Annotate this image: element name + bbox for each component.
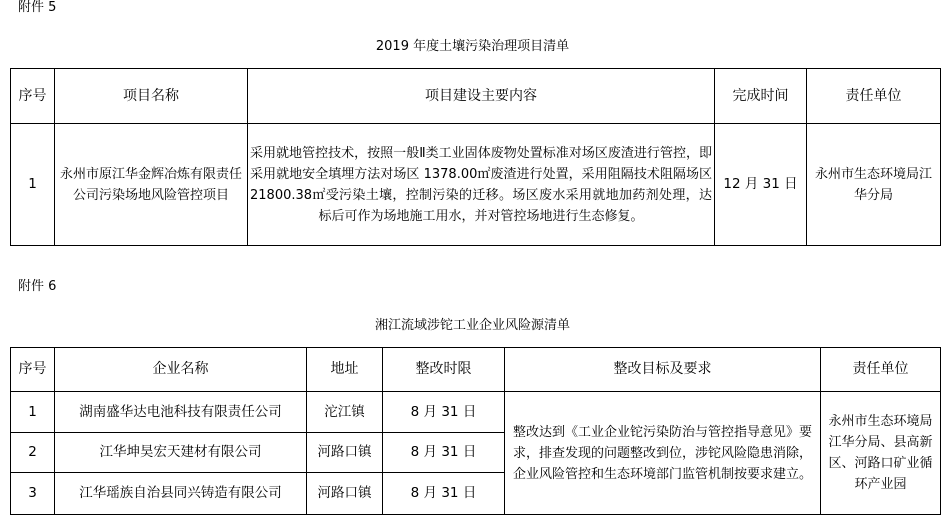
project-content: 采用就地管控技术，按照一般Ⅱ类工业固体废物处置标准对场区废渣进行管控，即采用就地安全填埋方法对场区 1378.00㎡废渣进行处置，采用阻隔技术阻隔场区 21800.38㎡受污染土壤，控制污染的迁移。场区废水采用就地加药剂处理，达标后可作为场地施工用水，并对管控场地进行生态修复。 <box>248 124 715 246</box>
table-row <box>11 392 941 433</box>
completion-time: 12 月 31 日 <box>715 124 807 246</box>
header-company-name: 企业名称 <box>55 348 307 392</box>
annex-5-label: 附件 5 <box>18 0 57 15</box>
row-index: 1 <box>11 124 55 246</box>
annex-5-title: 2019 年度土壤污染治理项目清单 <box>375 39 570 54</box>
responsible-unit: 永州市生态环境局江华分局 <box>807 124 941 246</box>
company-name: 湖南盛华达电池科技有限责任公司 <box>55 392 307 433</box>
header-index: 序号 <box>11 348 55 392</box>
header-responsible-unit: 责任单位 <box>807 69 941 124</box>
soil-project-table <box>10 68 941 246</box>
annex-6-title: 湘江流域涉铊工业企业风险源清单 <box>374 318 570 333</box>
responsible-unit: 永州市生态环境局江华分局、县高新区、河路口矿业循环产业园 <box>821 392 941 515</box>
row-index: 2 <box>11 433 55 473</box>
header-project-content: 项目建设主要内容 <box>248 69 715 124</box>
annex-6-label: 附件 6 <box>18 279 57 294</box>
table-row <box>11 124 941 246</box>
company-address: 沱江镇 <box>307 392 383 433</box>
row-index: 3 <box>11 473 55 515</box>
company-name: 江华瑶族自治县同兴铸造有限公司 <box>55 473 307 515</box>
row-index: 1 <box>11 392 55 433</box>
header-project-name: 项目名称 <box>55 69 248 124</box>
company-address: 河路口镇 <box>307 433 383 473</box>
company-name: 江华坤昊宏天建材有限公司 <box>55 433 307 473</box>
company-address: 河路口镇 <box>307 473 383 515</box>
header-index: 序号 <box>11 69 55 124</box>
rectification-deadline: 8 月 31 日 <box>383 392 505 433</box>
thallium-risk-table <box>10 347 941 515</box>
table-header-row <box>11 69 941 124</box>
header-address: 地址 <box>307 348 383 392</box>
header-completion-time: 完成时间 <box>715 69 807 124</box>
rectification-deadline: 8 月 31 日 <box>383 473 505 515</box>
rectification-requirement: 整改达到《工业企业铊污染防治与管控指导意见》要求，排查发现的问题整改到位，涉铊风险隐患消除，企业风险管控和生态环境部门监管机制按要求建立。 <box>505 392 821 515</box>
header-requirement: 整改目标及要求 <box>505 348 821 392</box>
header-responsible-unit: 责任单位 <box>821 348 941 392</box>
table-header-row <box>11 348 941 392</box>
rectification-deadline: 8 月 31 日 <box>383 433 505 473</box>
project-name: 永州市原江华金辉冶炼有限责任公司污染场地风险管控项目 <box>55 124 248 246</box>
header-deadline: 整改时限 <box>383 348 505 392</box>
